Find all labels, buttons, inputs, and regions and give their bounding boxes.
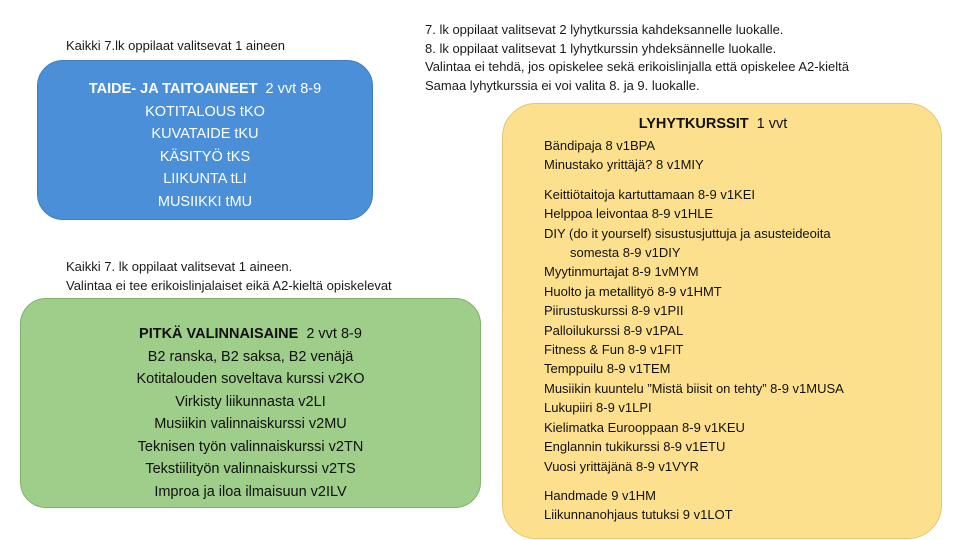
long-elective-item: Teknisen työn valinnaiskurssi v2TN [137, 438, 364, 455]
arts-and-skills-box [37, 60, 373, 220]
arts-box-title: TAIDE- JA TAITOAINEET [88, 81, 258, 97]
long-elective-item: Kotitalouden soveltava kurssi v2KO [136, 371, 365, 387]
short-course-item: Handmade 9 v1HM [544, 487, 656, 503]
arts-item: MUSIIKKI tMU [157, 193, 253, 210]
short-course-item: Helppoa leivontaa 8-9 v1HLE [544, 206, 714, 222]
short-course-item: Vuosi yrittäjänä 8-9 v1VYR [544, 458, 699, 474]
note-long-elective-rules [66, 258, 392, 295]
note-line: 8. lk oppilaat valitsevat 1 lyhytkurssin yhdeksännelle luokalle. [425, 40, 777, 56]
short-course-item-continuation: somesta 8-9 v1DIY [570, 245, 681, 261]
long-elective-heading [21, 323, 480, 346]
short-course-item: Myytinmurtajat 8-9 1vMYM [544, 264, 699, 280]
long-elective-item: Tekstiilityön valinnaiskurssi v2TS [145, 461, 356, 477]
note-short-courses-rules [425, 21, 849, 95]
arts-item: KUVATAIDE tKU [151, 126, 259, 142]
long-elective-item: B2 ranska, B2 saksa, B2 venäjä [147, 348, 354, 365]
note-line: Valintaa ei tee erikoislinjalaiset eikä A2-kieltä opiskelevat [66, 277, 392, 293]
long-elective-box [20, 298, 481, 508]
long-elective-item: Virkisty liikunnasta v2LI [175, 393, 326, 410]
short-course-item: Fitness & Fun 8-9 v1FIT [544, 342, 684, 358]
note-line: Valintaa ei tehdä, jos opiskelee sekä erikoislinjalla että opiskelee A2-kieltä [425, 59, 849, 74]
arts-item: KOTITALOUS tKO [145, 103, 265, 120]
short-course-item: Piirustuskurssi 8-9 v1PII [544, 303, 684, 319]
short-course-item: DIY (do it yourself) sisustusjuttuja ja asusteideoita [544, 225, 831, 241]
short-course-item: Temppuilu 8-9 v1TEM [544, 361, 671, 377]
short-courses-subtitle: 1 vvt [756, 116, 788, 132]
short-course-item: Bändipaja 8 v1BPA [544, 138, 656, 153]
short-course-item: Liikunnanohjaus tutuksi 9 v1LOT [544, 507, 733, 523]
note-line: Kaikki 7. lk oppilaat valitsevat 1 aineen. [66, 259, 293, 274]
long-elective-subtitle: 2 vvt 8-9 [306, 326, 362, 342]
arts-box-subtitle: 2 vvt 8-9 [265, 81, 322, 97]
short-course-item: Englannin tukikurssi 8-9 v1ETU [544, 439, 726, 455]
short-course-item: Minustako yrittäjä? 8 v1MIY [544, 157, 704, 173]
short-course-item: Kielimatka Eurooppaan 8-9 v1KEU [544, 419, 745, 435]
arts-item: LIIKUNTA tLI [163, 171, 247, 187]
long-elective-title: PITKÄ VALINNAISAINE [139, 326, 299, 342]
note-line: 7. lk oppilaat valitsevat 2 lyhytkurssia kahdeksannelle luokalle. [425, 22, 784, 37]
arts-box-heading [38, 78, 372, 101]
short-course-item: Huolto ja metallityö 8-9 v1HMT [544, 283, 722, 299]
short-course-item: Keittiötaitoja kartuttamaan 8-9 v1KEI [544, 186, 756, 202]
short-course-item: Musiikin kuuntelu ”Mistä biisit on tehty” 8-9 v1MUSA [544, 380, 844, 396]
note-all-7th-graders: Kaikki 7.lk oppilaat valitsevat 1 aineen [66, 38, 285, 53]
short-course-item: Lukupiiri 8-9 v1LPI [544, 400, 652, 416]
short-courses-list [503, 136, 941, 525]
short-courses-heading [503, 104, 941, 134]
note-line: Samaa lyhytkurssia ei voi valita 8. ja 9. luokalle. [425, 77, 700, 93]
short-courses-box [502, 103, 942, 539]
short-courses-title: LYHYTKURSSIT [638, 116, 749, 132]
long-elective-item: Improa ja iloa ilmaisuun v2ILV [154, 483, 347, 500]
arts-item: KÄSITYÖ tKS [159, 148, 251, 165]
long-elective-item: Musiikin valinnaiskurssi v2MU [154, 416, 347, 432]
short-course-item: Palloilukurssi 8-9 v1PAL [544, 322, 684, 338]
